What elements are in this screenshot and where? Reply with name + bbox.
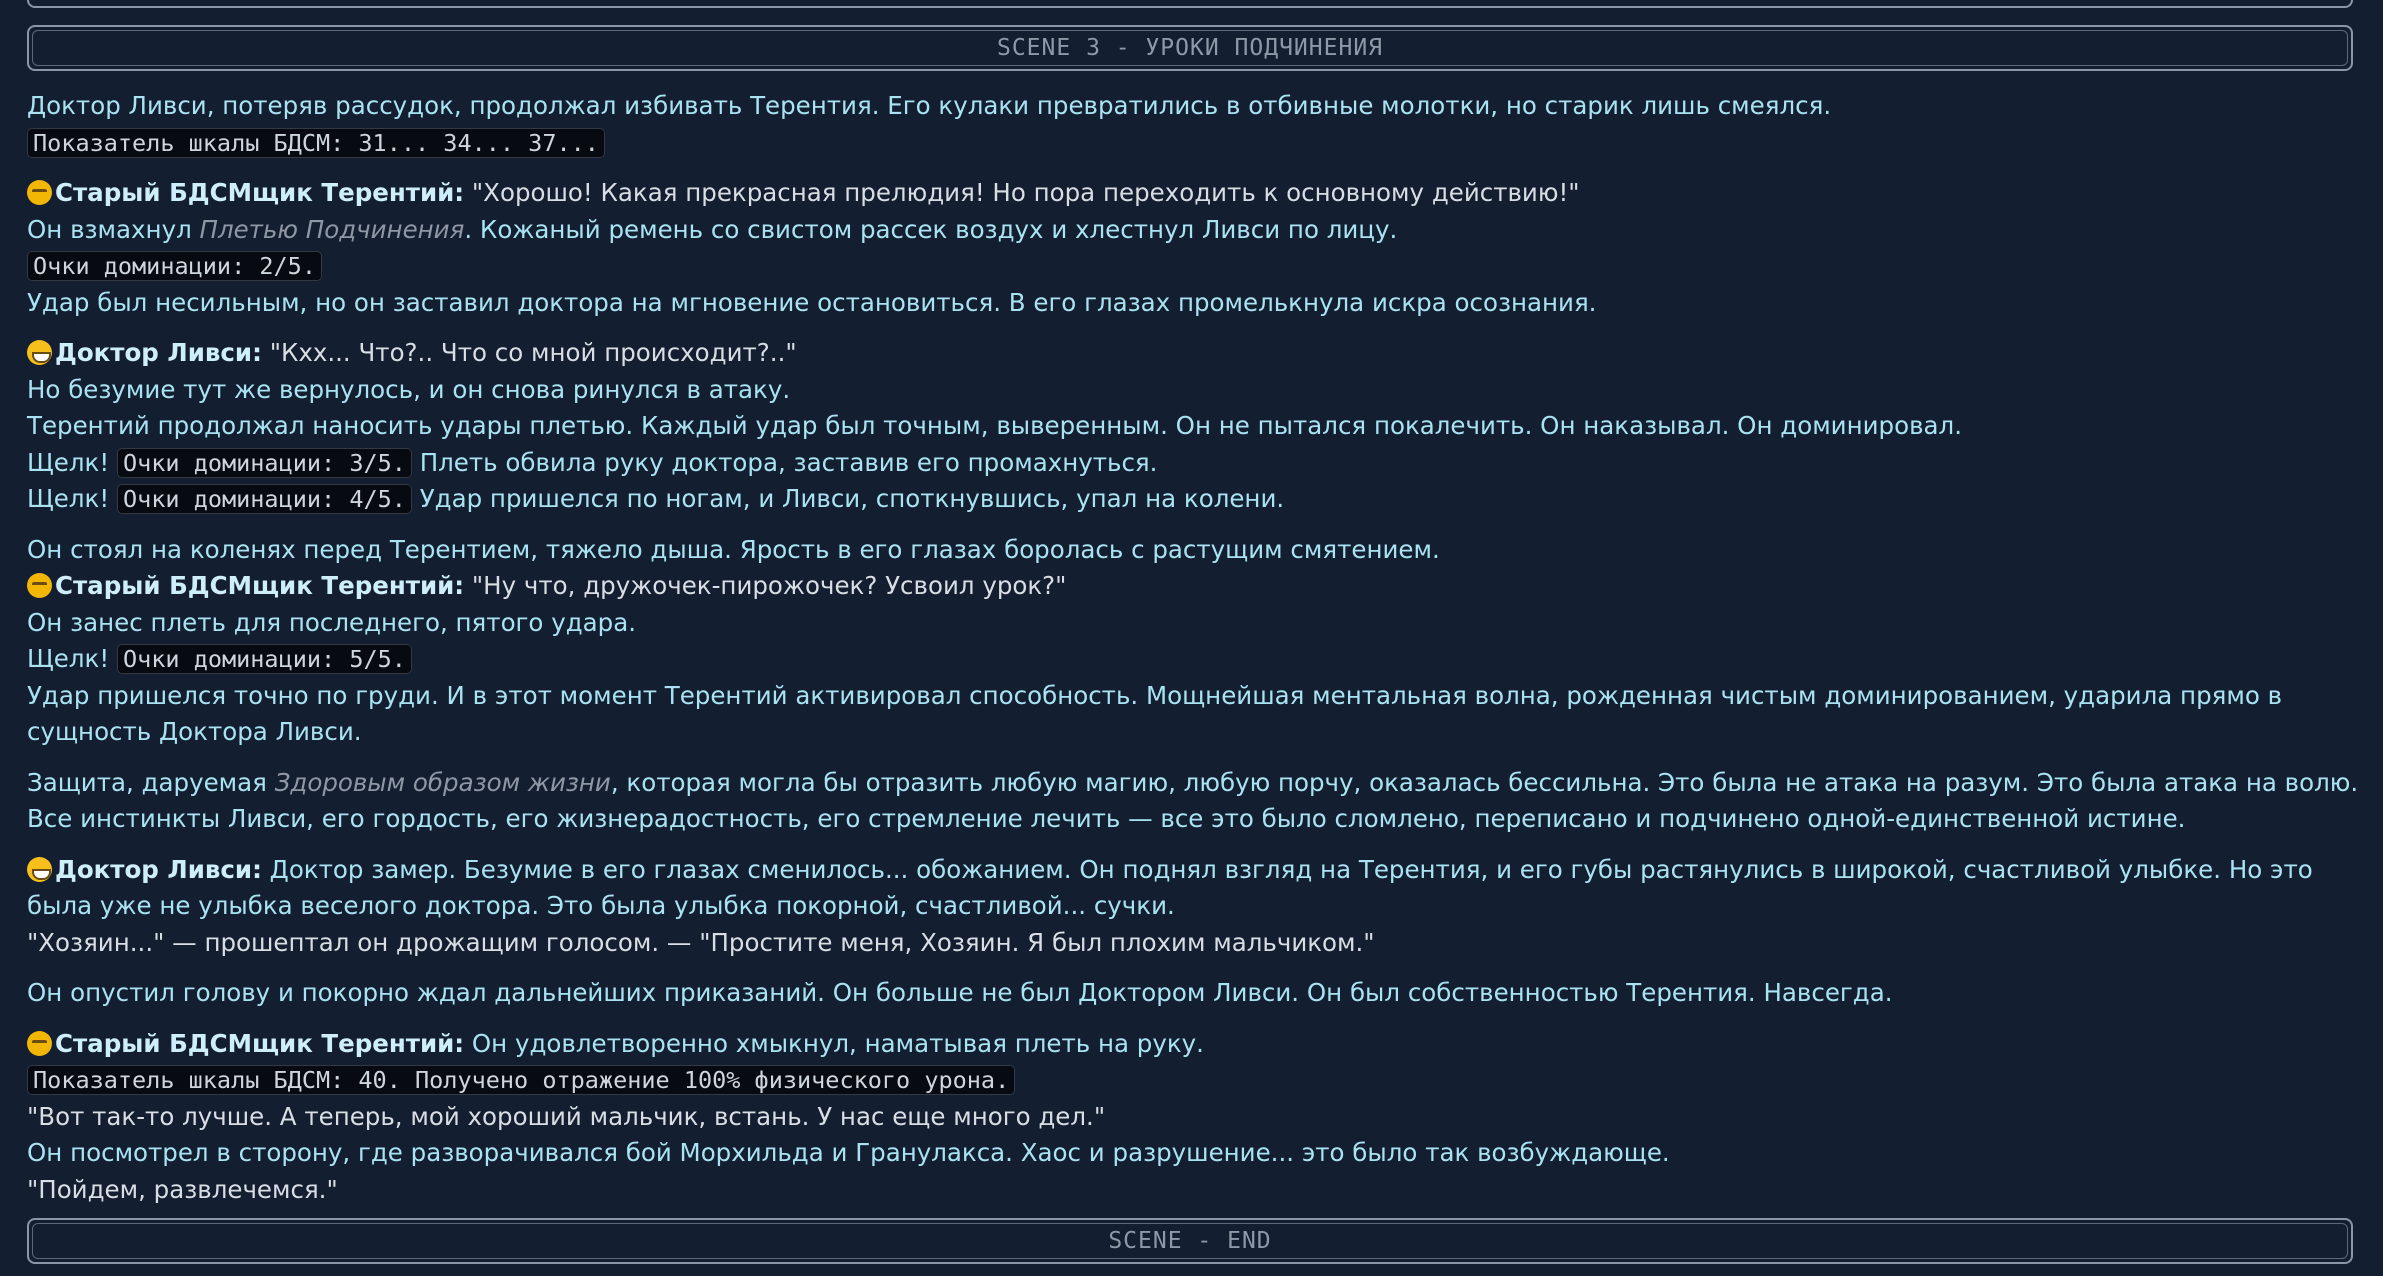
item-name: Плетью Подчинения [199, 214, 465, 244]
speaker-terentiy: Старый БДСМщик Терентий: [55, 1028, 465, 1058]
speaker-terentiy: Старый БДСМщик Терентий: [55, 178, 465, 207]
paragraph: Он удовлетворенно хмыкнул, наматывая плеть на руку. [464, 1028, 1204, 1058]
paragraph: Терентий продолжал наносить удары плетью. Каждый удар был точным, выверенным. Он не пытался покалечить. Он наказывал. Он доминировал. [27, 411, 1962, 440]
dialogue-quote: "Кхх... Что?.. Что со мной происходит?.." [269, 338, 797, 367]
paragraph: Защита, даруемая Здоровым образом жизни, которая могла бы отразить любую магию, любую порчу, оказалась бессильна. Это была не атака на разум. Это была атака на волю. [27, 767, 2359, 797]
domination-points-code: Очки доминации: 5/5. [117, 644, 412, 674]
paragraph: Все инстинкты Ливси, его гордость, его жизнерадостность, его стремление лечить — все это было сломлено, переписано и подчинено одной-единственной истине. [27, 804, 2186, 833]
domination-points-code: Очки доминации: 4/5. [117, 484, 412, 514]
story-text: Доктор Ливси, потеряв рассудок, продолжал избивать Терентия. Его кулаки превратились в отбивные молотки, но старик лишь смеялся. Показатель шкалы БДСМ: 31... 34... 37... Старый БДСМщик Терентий: "Хорошо! Какая прекрасная прелюдия! Но пора переходить к основному действию!" Он взмахнул Плетью Подчинения. Кожаный ремень со свистом рассек воздух и хлестнул Ливси по лицу. Очки доминации: 2/5. Удар был несильным, но он заставил доктора на мгновение остановиться. В его глазах промелькнула искра осознания. Доктор Ливси: "Кхх... Что?.. Что со мной происходит?.." Но безумие тут же вернулось, и он снова ринулся в атаку. Терентий продолжал наносить удары плетью. Каждый удар был точным, выверенным. Он не пытался покалечить. Он наказывал. Он доминировал. Щелк! Очки доминации: 3/5. Плеть обвила руку доктора, заставив его промахнуться. Щелк! Очки доминации: 4/5. Удар пришелся по ногам, и Ливси, споткнувшись, упал на колени. Он стоял на коленях перед Терентием, тяжело дыша. Ярость в его глазах боролась с растущим смятением. Старый БДСМщик Терентий: "Ну что, дружочек-пирожочек? Усвоил урок?" Он занес плеть для последнего, пятого удара. Щелк! Очки доминации: 5/5. Удар пришелся точно по груди. И в этот момент Терентий активировал способность. Мощнейшая ментальная волна, рожденная чистым доминированием, ударила прямо в сущность Доктора Ливси. Защита, даруемая Здоровым образом жизни, которая могла бы отразить любую магию, любую порчу, оказалась бессильна. Это была не атака на разум. Это была атака на волю. Все инстинкты Ливси, его гордость, его жизнерадостность, его стремление лечить — все это было сломлено, переписано и подчинено одной-единственной истине. Доктор Ливси: Доктор замер. Безумие в его глазах сменилось... обожанием. Он поднял взгляд на Терентия, и его губы растянулись в широкой, счастливой улыбке. Но это была уже не улыбка веселого доктора. Это была улыбка покорной, счастливой... сучки. "Хозяин..." — прошептал он дрожащим голосом. — "Простите меня, Хозяин. Я был плохим мальчиком." Он опустил голову и покорно ждал дальнейших приказаний. Он больше не был Доктором Ливси. Он был собственностью Терентия. Навсегда. Старый БДСМщик Терентий: Он удовлетворенно хмыкнул, наматывая плеть на руку. Показатель шкалы БДСМ: 40. Получено отражение 100% физического урона. "Вот так-то лучше. А теперь, мой хороший мальчик, встань. У нас еще много дел." Он посмотрел в сторону, где разворачивался бой Морхильда и Гранулакса. Хаос и разрушение... это было так возбуждающе. "Пойдем, развлечемся." [27, 88, 2353, 1208]
paragraph: Удар пришелся точно по груди. И в этот момент Терентий активировал способность. Мощнейшая ментальная волна, рожденная чистым доминированием, ударила прямо в сущность Доктора Ливси. [27, 680, 2283, 746]
dialogue-quote: "Хозяин..." — прошептал он дрожащим голосом. — "Простите меня, Хозяин. Я был плохим мальчиком." [27, 927, 1375, 957]
click-sound: Щелк! [27, 644, 110, 673]
paragraph: Доктор замер. Безумие в его глазах сменилось... обожанием. Он поднял взгляд на Терентия, и его губы растянулись в широкой, счастливой улыбке. Но это была уже не улыбка веселого доктора. Это была улыбка покорной, счастливой... сучки. [27, 854, 2313, 920]
speaker-terentiy: Старый БДСМщик Терентий: [55, 571, 465, 600]
previous-scene-banner-edge [27, 0, 2353, 8]
paragraph: Удар был несильным, но он заставил доктора на мгновение остановиться. В его глазах промелькнула искра осознания. [27, 287, 1597, 317]
paragraph: Доктор Ливси, потеряв рассудок, продолжал избивать Терентия. Его кулаки превратились в отбивные молотки, но старик лишь смеялся. [27, 91, 1832, 120]
dialogue-quote: "Вот так-то лучше. А теперь, мой хороший мальчик, встань. У нас еще много дел." [27, 1101, 1106, 1131]
old-man-emoji-icon [27, 1031, 52, 1056]
paragraph: Он взмахнул Плетью Подчинения. Кожаный ремень со свистом рассек воздух и хлестнул Ливси по лицу. [27, 214, 1398, 244]
domination-points-code: Очки доминации: 2/5. [27, 251, 322, 281]
bdsm-scale-code: Показатель шкалы БДСМ: 40. Получено отражение 100% физического урона. [27, 1065, 1015, 1095]
click-sound: Щелк! [27, 484, 110, 513]
scene-end-banner [27, 1218, 2353, 1264]
paragraph: Но безумие тут же вернулось, и он снова ринулся в атаку. [27, 374, 791, 404]
item-name: Здоровым образом жизни [274, 767, 611, 797]
dialogue-quote: "Ну что, дружочек-пирожочек? Усвоил урок?" [471, 571, 1067, 600]
domination-points-code: Очки доминации: 3/5. [117, 448, 412, 478]
scene-title: SCENE 3 - УРОКИ ПОДЧИНЕНИЯ [996, 34, 1384, 61]
scene-title-banner [27, 25, 2353, 71]
speaker-livsi: Доктор Ливси: [55, 854, 262, 884]
stat-line [27, 125, 2353, 162]
dialogue-quote: "Пойдем, развлечемся." [27, 1174, 338, 1204]
paragraph: Он занес плеть для последнего, пятого удара. [27, 607, 637, 637]
paragraph: Он посмотрел в сторону, где разворачивался бой Морхильда и Гранулакса. Хаос и разрушение... это было так возбуждающе. [27, 1138, 1670, 1167]
speaker-livsi: Доктор Ливси: [55, 338, 262, 367]
grinning-face-emoji-icon [27, 857, 52, 882]
old-man-emoji-icon [27, 180, 52, 205]
paragraph: Он опустил голову и покорно ждал дальнейших приказаний. Он больше не был Доктором Ливси. Он был собственностью Терентия. Навсегда. [27, 978, 1893, 1007]
old-man-emoji-icon [27, 573, 52, 598]
click-sound: Щелк! [27, 447, 110, 477]
grinning-face-emoji-icon [27, 340, 52, 365]
scene-end-title: SCENE - END [1108, 1227, 1272, 1254]
paragraph: Он стоял на коленях перед Терентием, тяжело дыша. Ярость в его глазах боролась с растущим смятением. [27, 534, 1440, 564]
dialogue-quote: "Хорошо! Какая прекрасная прелюдия! Но пора переходить к основному действию!" [471, 178, 1580, 207]
bdsm-scale-code: Показатель шкалы БДСМ: 31... 34... 37... [27, 128, 605, 158]
